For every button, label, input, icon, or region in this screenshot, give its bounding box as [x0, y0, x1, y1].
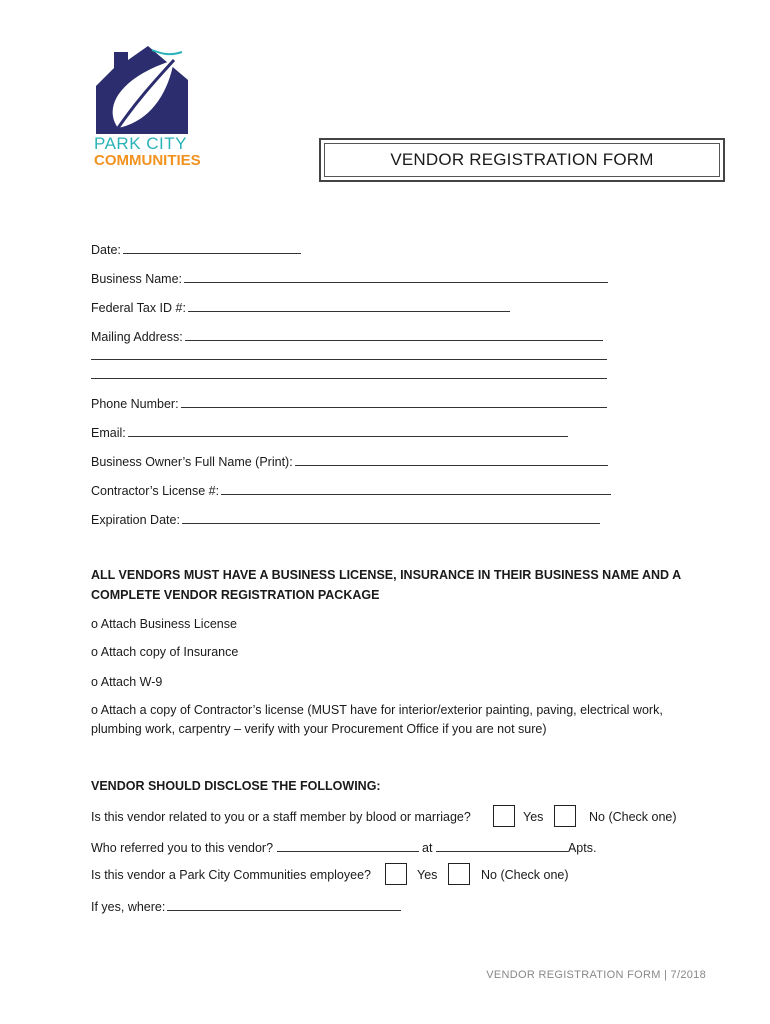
referred-apts-line[interactable]	[436, 839, 568, 852]
email-field[interactable]	[91, 424, 568, 440]
park-city-communities-logo	[92, 46, 201, 176]
question-referred	[91, 839, 596, 855]
email-label: Email:	[91, 426, 126, 440]
employee-yes-checkbox[interactable]	[385, 863, 407, 885]
date-label: Date:	[91, 243, 121, 257]
email-line[interactable]	[128, 424, 568, 437]
disclosure-heading: VENDOR SHOULD DISCLOSE THE FOLLOWING:	[91, 779, 381, 793]
page-footer: VENDOR REGISTRATION FORM | 7/2018	[486, 969, 706, 981]
business-name-label: Business Name:	[91, 272, 183, 286]
requirement-item: o Attach W-9	[91, 675, 163, 689]
referred-at-label: at	[422, 841, 433, 855]
federal-tax-field[interactable]	[91, 299, 510, 315]
employee-no-checkbox[interactable]	[448, 863, 470, 885]
referred-by-line[interactable]	[277, 839, 419, 852]
form-title: VENDOR REGISTRATION FORM	[324, 143, 720, 177]
contractor-license-label: Contractor’s License #:	[91, 484, 220, 498]
requirements-heading-line2: COMPLETE VENDOR REGISTRATION PACKAGE	[91, 588, 380, 602]
contractor-license-field[interactable]	[91, 482, 611, 498]
business-name-line[interactable]	[184, 270, 608, 283]
date-line[interactable]	[123, 241, 301, 254]
employee-yes-label: Yes	[417, 868, 438, 882]
question-employee: Is this vendor a Park City Communities employee?	[91, 868, 371, 882]
federal-tax-line[interactable]	[188, 299, 510, 312]
related-no-checkbox[interactable]	[554, 805, 576, 827]
mailing-address-line[interactable]	[185, 328, 603, 341]
requirement-item-continued: plumbing work, carpentry – verify with your Procurement Office if you are not sure)	[91, 722, 547, 736]
house-leaf-icon	[92, 46, 192, 136]
owner-name-field[interactable]	[91, 453, 608, 469]
referred-label: Who referred you to this vendor?	[91, 841, 274, 855]
owner-name-label: Business Owner’s Full Name (Print):	[91, 455, 293, 469]
related-no-label: No (Check one)	[589, 810, 677, 824]
if-yes-where-line[interactable]	[167, 898, 401, 911]
question-related: Is this vendor related to you or a staff member by blood or marriage?	[91, 810, 471, 824]
business-name-field[interactable]	[91, 270, 608, 286]
phone-label: Phone Number:	[91, 397, 179, 411]
mailing-address-label: Mailing Address:	[91, 330, 183, 344]
employee-no-label: No (Check one)	[481, 868, 569, 882]
expiration-date-label: Expiration Date:	[91, 513, 180, 527]
requirement-item: o Attach a copy of Contractor’s license (MUST have for interior/exterior painting, paving, electrical work,	[91, 703, 663, 717]
contractor-license-line[interactable]	[221, 482, 611, 495]
requirement-item: o Attach copy of Insurance	[91, 645, 239, 659]
form-title-box	[319, 138, 725, 182]
requirement-item: o Attach Business License	[91, 617, 237, 631]
phone-field[interactable]	[91, 395, 607, 411]
related-yes-checkbox[interactable]	[493, 805, 515, 827]
if-yes-where-field[interactable]	[91, 898, 401, 914]
owner-name-line[interactable]	[295, 453, 608, 466]
federal-tax-label: Federal Tax ID #:	[91, 301, 186, 315]
mailing-address-line-2[interactable]	[91, 358, 607, 360]
expiration-date-line[interactable]	[182, 511, 600, 524]
related-yes-label: Yes	[523, 810, 544, 824]
date-field[interactable]	[91, 241, 301, 257]
logo-text-communities: COMMUNITIES	[94, 152, 201, 169]
mailing-address-field[interactable]	[91, 328, 603, 344]
phone-line[interactable]	[181, 395, 607, 408]
requirements-heading-line1: ALL VENDORS MUST HAVE A BUSINESS LICENSE, INSURANCE IN THEIR BUSINESS NAME AND A	[91, 568, 682, 582]
mailing-address-line-3[interactable]	[91, 377, 607, 379]
logo-text-park-city: PARK CITY	[94, 134, 187, 153]
expiration-date-field[interactable]	[91, 511, 600, 527]
referred-apts-label: Apts.	[567, 841, 597, 855]
if-yes-where-label: If yes, where:	[91, 900, 166, 914]
